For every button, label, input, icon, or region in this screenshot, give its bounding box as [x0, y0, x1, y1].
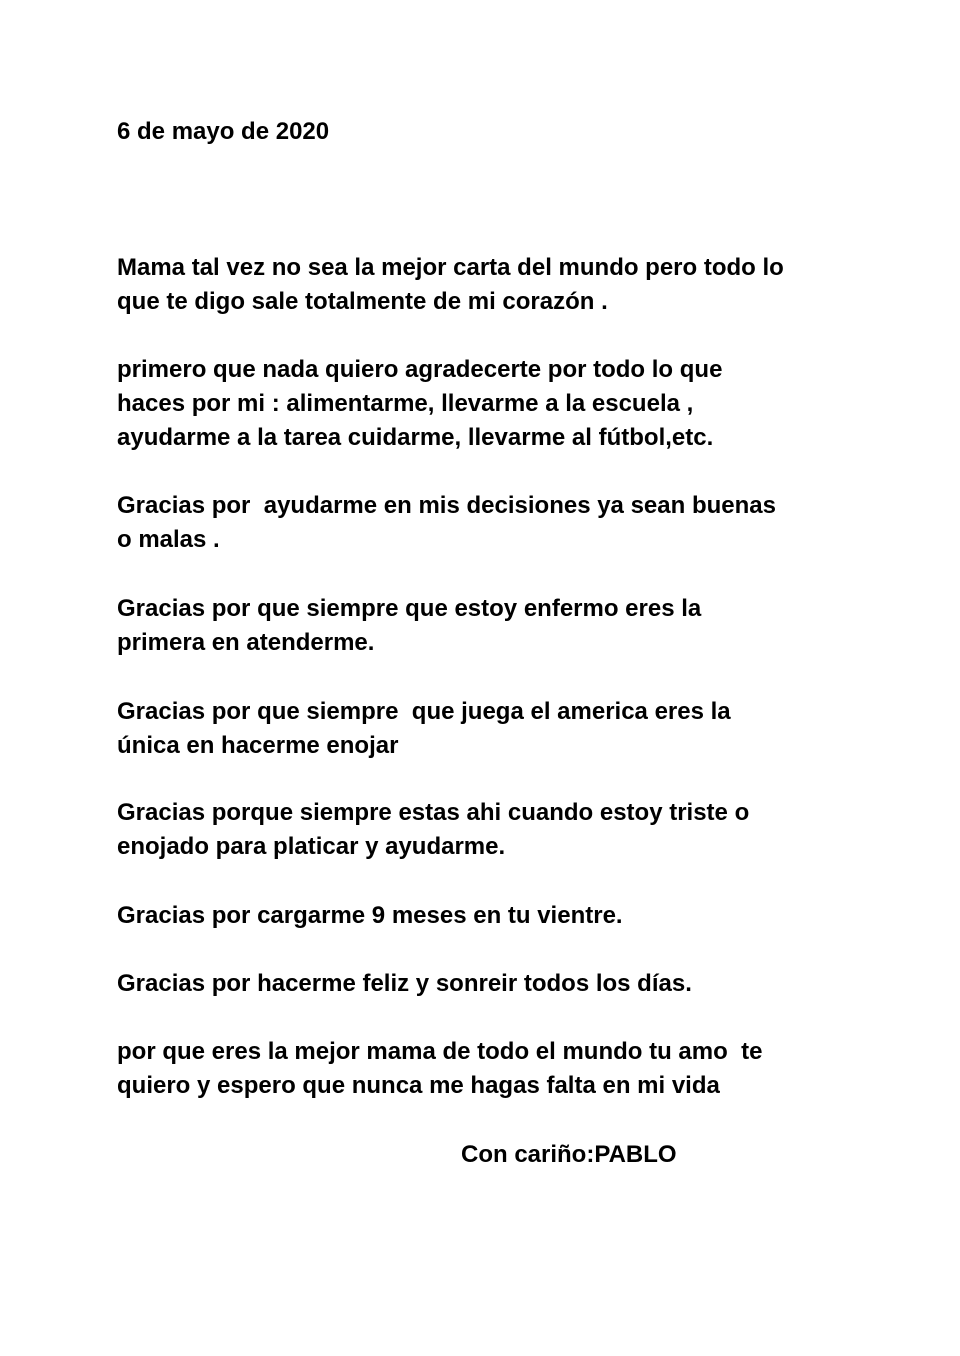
paragraph-happy — [117, 967, 692, 1001]
paragraph-sad — [117, 796, 749, 864]
paragraph-line: Gracias por que siempre que juega el america eres la — [117, 698, 731, 725]
paragraph-womb — [117, 899, 623, 933]
paragraph-america — [117, 695, 731, 763]
paragraph-best-mom — [117, 1035, 762, 1103]
paragraph-decisions — [117, 489, 776, 557]
letter-signature: Con cariño:PABLO — [461, 1141, 677, 1168]
paragraph-line: primera en atenderme. — [117, 629, 375, 656]
paragraph-line: que te digo sale totalmente de mi corazón . — [117, 288, 608, 315]
paragraph-sick — [117, 592, 701, 660]
paragraph-line: Gracias porque siempre estas ahi cuando estoy triste o — [117, 799, 750, 826]
paragraph-line: Mama tal vez no sea la mejor carta del mundo pero todo lo — [117, 254, 784, 281]
paragraph-line: única en hacerme enojar — [117, 732, 399, 759]
paragraph-intro — [117, 251, 784, 319]
paragraph-line: o malas . — [117, 526, 220, 553]
paragraph-line: quiero y espero que nunca me hagas falta en mi vida — [117, 1072, 720, 1099]
paragraph-line: Gracias por hacerme feliz y sonreir todos los días. — [117, 970, 692, 997]
paragraph-line: por que eres la mejor mama de todo el mundo tu amo te — [117, 1038, 763, 1065]
paragraph-line: enojado para platicar y ayudarme. — [117, 833, 506, 860]
paragraph-line: ayudarme a la tarea cuidarme, llevarme al fútbol,etc. — [117, 424, 714, 451]
paragraph-line: primero que nada quiero agradecerte por todo lo que — [117, 356, 723, 383]
paragraph-line: Gracias por que siempre que estoy enfermo eres la — [117, 595, 702, 622]
paragraph-line: Gracias por cargarme 9 meses en tu vientre. — [117, 902, 623, 929]
paragraph-line: Gracias por ayudarme en mis decisiones ya sean buenas — [117, 492, 776, 519]
letter-date: 6 de mayo de 2020 — [117, 118, 330, 145]
paragraph-line: haces por mi : alimentarme, llevarme a la escuela , — [117, 390, 694, 417]
paragraph-thanks-everything — [117, 353, 722, 455]
